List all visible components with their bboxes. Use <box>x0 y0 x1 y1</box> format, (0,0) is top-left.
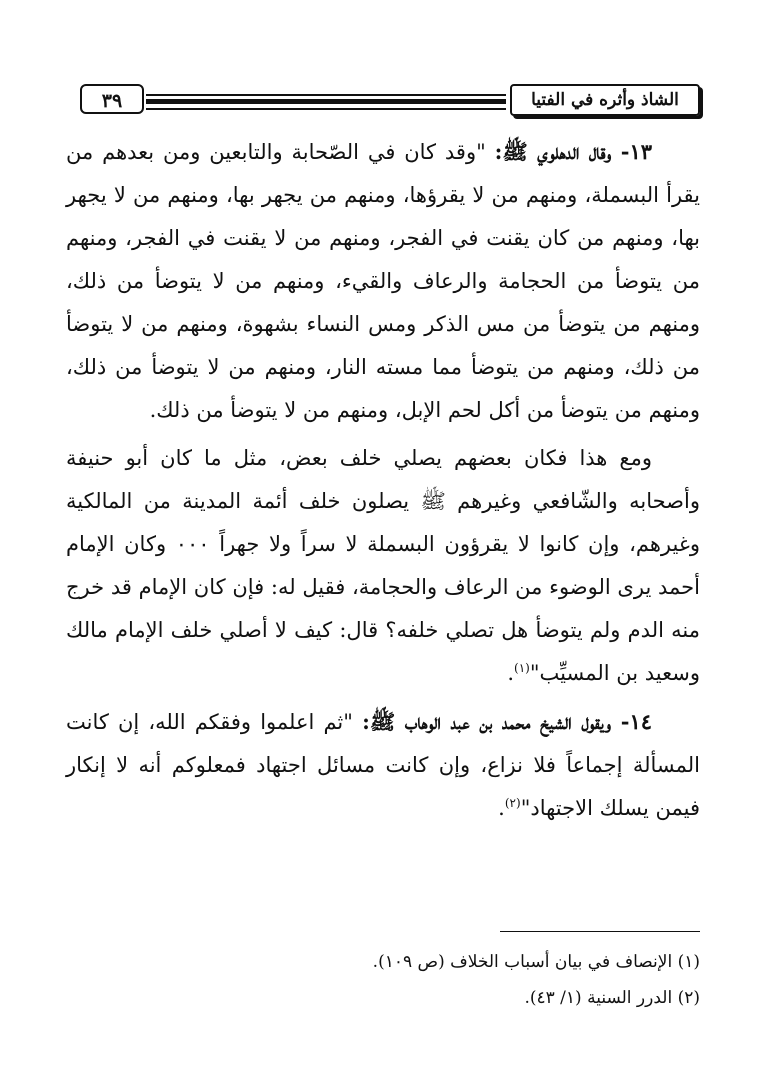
page-number: ٣٩ <box>80 84 144 114</box>
header-rule <box>146 94 506 96</box>
book-title: الشاذ وأثره في الفتيا <box>510 84 700 116</box>
paragraph-lead: ١٣- وقال الدهلوي ﷺ: <box>494 139 652 164</box>
page-header <box>80 84 700 120</box>
footnote-2: (٢) الدرر السنية (١/ ٤٣). <box>524 988 700 1008</box>
header-rule-thick <box>146 99 506 104</box>
paragraph-body: "ثم اعلموا وفقكم الله، إن كانت المسألة إجماعاً فلا نزاع، وإن كانت مسائل اجتهاد فمعلوكم أنه لا إنكار فيمن يسلك الاجتهاد" <box>66 710 700 820</box>
paragraph-lead: ١٤- ويقول الشيخ محمد بن عبد الوهاب ﷺ: <box>362 709 652 734</box>
footnote-ref-1[interactable]: (١) <box>514 661 530 675</box>
paragraph-13 <box>66 130 700 432</box>
header-rule-thin <box>146 108 506 110</box>
paragraph-body: "وقد كان في الصّحابة والتابعين ومن بعدهم من يقرأ البسملة، ومنهم من لا يقرؤها، ومنهم من يجهر بها، ومنهم من لا يجهر بها، ومنهم من كان يقنت في الفجر، ومنهم من لا يقنت في الفجر، ومنهم من يتوضأ من الحجامة والرعاف والقيء، ومنهم من لا يتوضأ من ذلك، ومنهم من يتوضأ من مس الذكر ومس النساء بشهوة، ومنهم من لا يتوضأ من ذلك، ومنهم من يتوضأ مما مسته النار، ومنهم من لا يتوضأ من ذلك، ومنهم من يتوضأ من أكل لحم الإبل، ومنهم من لا يتوضأ من ذلك. <box>66 140 700 422</box>
footnotes <box>66 944 700 1016</box>
main-text <box>66 130 700 835</box>
paragraph-continuation <box>66 437 700 695</box>
footnote-ref-2[interactable]: (٢) <box>504 796 521 810</box>
paragraph-14 <box>66 700 700 830</box>
footnote-1: (١) الإنصاف في بيان أسباب الخلاف (ص ١٠٩). <box>372 952 700 972</box>
footnote-separator <box>500 931 700 932</box>
paragraph-body: ومع هذا فكان بعضهم يصلي خلف بعض، مثل ما كان أبو حنيفة وأصحابه والشّافعي وغيرهم ﷺ يصلون خلف أئمة المدينة من المالكية وغيرهم، وإن كانوا لا يقرؤون البسملة لا سراً ولا جهراً ٠٠٠ وكان الإمام أحمد يرى الوضوء من الرعاف والحجامة، فقيل له: فإن كان الإمام قد خرج منه الدم ولم يتوضأ هل تصلي خلفه؟ قال: كيف لا أصلي خلف الإمام مالك وسعيد بن المسيِّب" <box>66 446 700 685</box>
paragraph-tail: . <box>498 796 505 820</box>
paragraph-tail: . <box>507 661 515 685</box>
